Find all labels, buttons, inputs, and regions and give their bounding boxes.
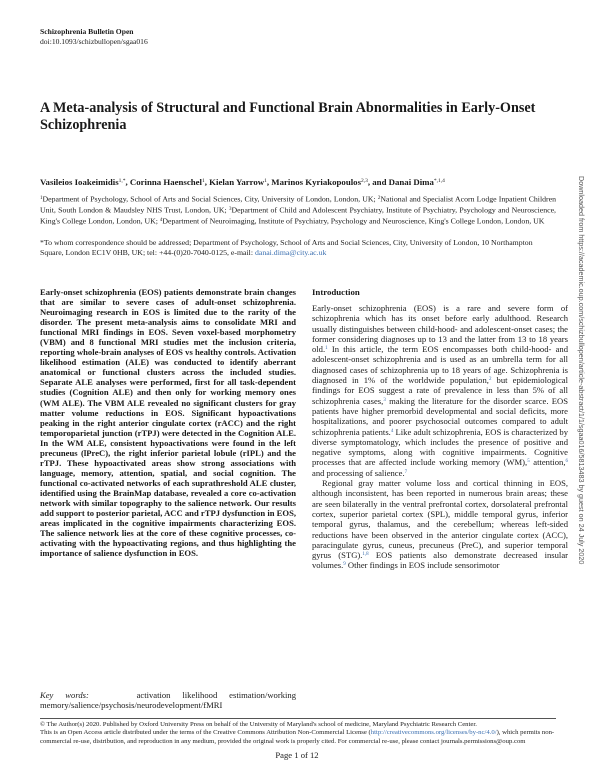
keywords bbox=[40, 690, 296, 711]
affiliation-text: National and Specialist Acorn Lodge Inpatient Children Unit, South London & Maudsley NHS Trust, London, UK; bbox=[40, 194, 556, 215]
citation-reference[interactable]: 7 bbox=[404, 469, 408, 475]
author-name: Marinos Kyriakopoulos bbox=[271, 177, 361, 187]
author-affiliation-marker: 1 bbox=[264, 178, 267, 184]
license-text-b: ), which permits non-commercial re-use, distribution, and reproduction in any medium, provided the original work is properly cited. For commercial re-use, please contact journals.permissions@oup.com bbox=[40, 729, 555, 745]
keywords-label: Key words: bbox=[40, 690, 89, 700]
page-number: Page 1 of 12 bbox=[275, 750, 319, 760]
affiliation-text: Department of Child and Adolescent Psychiatry, Institute of Psychiatry, Psychology and Neuroscience, King's College London, London, UK; bbox=[40, 205, 556, 226]
author-affiliation-marker: 1,* bbox=[118, 178, 126, 184]
citation-reference[interactable]: 4 bbox=[390, 428, 394, 434]
journal-name: Schizophrenia Bulletin Open bbox=[40, 27, 134, 36]
affiliations bbox=[40, 194, 556, 226]
keywords-text: activation likelihood estimation/working memory/salience/psychosis/neurodevelopment/fMRI bbox=[40, 690, 296, 711]
license-text-a: This is an Open Access article distributed under the terms of the Creative Commons Attribution Non-Commercial License ( bbox=[40, 729, 371, 737]
author-name: Danai Dima bbox=[388, 177, 434, 187]
citation-reference[interactable]: 2 bbox=[488, 377, 492, 383]
author-affiliation-marker: 1 bbox=[202, 178, 205, 184]
author-name: Vasileios Ioakeimidis bbox=[40, 177, 119, 187]
abstract: Early-onset schizophrenia (EOS) patients demonstrate brain changes that are similar to severe cases of adult-onset schizophrenia. Neuroimaging research in EOS is limited due to the rarity of the disorder. The present meta-analysis aims to consolidate MRI and functional MRI findings in EOS. Seven voxel-based morphometry (VBM) and 8 functional MRI studies met the inclusion criteria, reporting whole-brain analyses of EOS vs healthy controls. Activation likelihood estimation (ALE) was conducted to identify aberrant anatomical or functional clusters across the included studies. Separate ALE analyses were performed, first for all task-dependent studies (Cognition ALE) and then only for working memory ones (WM ALE). The VBM ALE revealed no significant clusters for gray matter volume reductions in EOS. Significant hypoactivations peaking in the right anterior cingulate cortex (rACC) and the right temporoparietal junction (rTPJ) were detected in the Cognition ALE. In the WM ALE, consistent hypoactivations were found in the left precuneus (lPreC), the right inferior parietal lobule (rIPL) and the rTPJ. These hypoactivated areas show strong associations with language, memory, attention, spatial, and social cognition. The functional co-activated networks of each suprathreshold ALE cluster, identified using the BrainMap database, revealed a core co-activation network with similar topography to the salience network. Our results add support to posterior parietal, ACC and rTPJ dysfunction in EOS, areas implicated in the cognitive impairments characterizing EOS. The salience network lies at the core of these cognitive processes, co-activating with the hypoactivating regions, and thus highlighting the importance of salience dysfunction in EOS. bbox=[40, 287, 296, 559]
citation-reference[interactable]: 1,8 bbox=[362, 552, 369, 558]
doi: doi:10.1093/schizbullopen/sgaa016 bbox=[40, 37, 148, 46]
affiliation-marker: 3 bbox=[228, 206, 232, 212]
citation-reference[interactable]: 1 bbox=[325, 346, 328, 352]
affiliation-marker: 1 bbox=[40, 196, 43, 201]
citation-reference[interactable]: 5 bbox=[527, 459, 530, 465]
citation-reference[interactable]: 6 bbox=[565, 459, 568, 465]
author-list: Vasileios Ioakeimidis$^{1,*}$, Corinna Haenschel$^1$, Kielan Yarrow$^1$, Marinos Kyriakopoulos$^{2,3}$, and Danai Dima$^{*,1,4}$ bbox=[40, 177, 445, 187]
affiliation-text: Department of Neuroimaging, Institute of Psychiatry, Psychology and Neuroscience, King's College London, London, UK bbox=[162, 216, 545, 226]
download-watermark: Downloaded from https://academic.oup.com/schizbullopen/article-abstract/1/1/sgaa016/5813483 by guest on 24 July 2020 bbox=[577, 176, 586, 565]
correspondence-text: *To whom correspondence should be addressed; Department of Psychology, School of Arts and Social Sciences, City, University of London, 10 Northampton Square, London EC1V 0HB, UK; tel: +44-(0)20-7040-0125, e-mail: bbox=[40, 238, 533, 258]
license-link[interactable]: http://creativecommons.org/licenses/by-nc/4.0/ bbox=[370, 729, 497, 737]
affiliation-marker: 4 bbox=[159, 217, 163, 223]
introduction-body bbox=[312, 303, 568, 571]
author-affiliation-marker: 2,3 bbox=[361, 178, 368, 184]
introduction-heading: Introduction bbox=[312, 287, 360, 297]
correspondence-email-link[interactable]: danai.dima@city.ac.uk bbox=[254, 248, 327, 258]
article-title: A Meta-analysis of Structural and Functional Brain Abnormalities in Early-Onset Schizophrenia bbox=[40, 100, 536, 133]
citation-reference[interactable]: 3 bbox=[383, 397, 386, 403]
introduction-paragraph: Regional gray matter volume loss and cortical thinning in EOS, although inconsistent, has been reported in numerous brain areas; these are seen bilaterally in the ventral prefrontal cortex, dorsolateral prefrontal cortex, superior parietal cortex (SPL), middle temporal gyrus, inferior temporal gyrus, thalamus, and the cerebellum; whereas left-sided reductions have been observed in the anterior cingulate cortex (ACC), paracingulate gyrus, cuneus, precuneus (PreC), and superior temporal gyrus (STG).$^{1,8}$ EOS patients also demonstrate decreased insular volumes.$^9$ Other findings in EOS include sensorimotor bbox=[312, 478, 568, 571]
author-name: Corinna Haenschel bbox=[129, 177, 202, 187]
license-notice bbox=[40, 721, 560, 746]
introduction-paragraph: Early-onset schizophrenia (EOS) is a rare and severe form of schizophrenia which has its onset before early adulthood. Research usually distinguishes between child-hood- and adolescent-onset cases; the former considering diagnoses up to 13 and the latter from 13 to 18 years old.$^1$ In this article, the term EOS encompasses both child-hood- and adolescent-onset schizophrenia and is used as an umbrella term for all diagnosed cases of schizophrenia up to 18 years of age. Schizophrenia is diagnosed in 1% of the worldwide population,$^2$ but epidemiological findings for EOS suggest a rate of prevalence in less than 5% of all schizophrenia cases,$^3$ making the literature for the disorder scarce. EOS patients have higher premorbid developmental and social deficits, more hospitalizations, and poorer psychosocial outcomes compared to adult schizophrenia patients.$^4$ Like adult schizophrenia, EOS is characterized by diverse symptomatology, which includes the presence of positive and negative symptoms, along with cognitive impairments. Cognitive processes that are affected include working memory (WM),$^5$ attention,$^6$ and processing of salience.$^7$ bbox=[312, 303, 569, 478]
footer-divider bbox=[40, 718, 556, 719]
author-affiliation-marker: *,1,4 bbox=[433, 178, 445, 184]
citation-reference[interactable]: 9 bbox=[343, 562, 346, 568]
affiliation-text: Department of Psychology, School of Arts and Social Sciences, City, University of London, London, UK; bbox=[42, 194, 378, 204]
author-name: Kielan Yarrow bbox=[209, 177, 265, 187]
correspondence bbox=[40, 238, 556, 259]
affiliation-marker: 2 bbox=[377, 196, 381, 201]
license-line bbox=[40, 729, 560, 746]
copyright-line: © The Author(s) 2020. Published by Oxford University Press on behalf of the University of Maryland's school of medicine, Maryland Psychiatric Research Center. bbox=[40, 721, 477, 728]
